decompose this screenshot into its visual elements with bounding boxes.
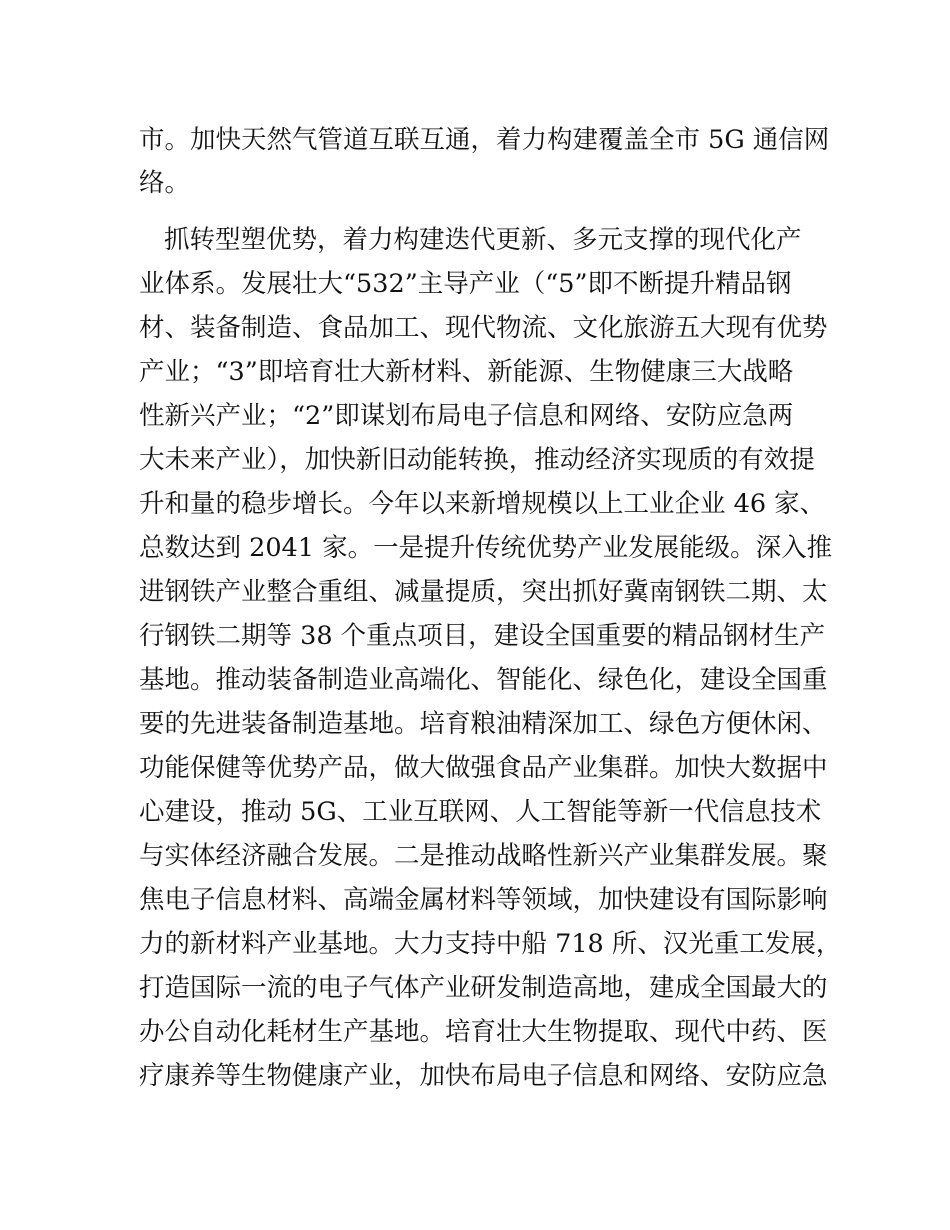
text-line: 基地。推动装备制造业高端化、智能化、绿色化，建设全国重: [139, 665, 828, 695]
text-line: 心建设，推动 5G、工业互联网、人工智能等新一代信息技术: [139, 797, 822, 827]
text-line: 疗康养等生物健康产业，加快布局电子信息和网络、安防应急: [139, 1061, 828, 1091]
text-line: 焦电子信息材料、高端金属材料等领域，加快建设有国际影响: [139, 885, 828, 915]
text-line: 功能保健等优势产品，做大做强食品产业集群。加快大数据中: [139, 753, 828, 783]
text-line: 性新兴产业；“2”即谋划布局电子信息和网络、安防应急两: [139, 401, 794, 431]
text-line: 络。: [139, 168, 191, 198]
text-line: 总数达到 2041 家。一是提升传统优势产业发展能级。深入推: [139, 533, 833, 563]
paragraph-first-line: 抓转型塑优势，着力构建迭代更新、多元支撑的现代化产: [164, 225, 802, 255]
text-line: 升和量的稳步增长。今年以来新增规模以上工业企业 46 家、: [139, 489, 826, 519]
text-line: 与实体经济融合发展。二是推动战略性新兴产业集群发展。聚: [139, 841, 828, 871]
text-line: 进钢铁产业整合重组、减量提质，突出抓好冀南钢铁二期、太: [139, 577, 828, 607]
text-line: 材、装备制造、食品加工、现代物流、文化旅游五大现有优势: [139, 313, 828, 343]
text-line: 业体系。发展壮大“532”主导产业（“5”即不断提升精品钢: [139, 269, 792, 299]
text-line: 打造国际一流的电子气体产业研发制造高地，建成全国最大的: [139, 973, 828, 1003]
text-line: 力的新材料产业基地。大力支持中船 718 所、汉光重工发展，: [139, 929, 842, 959]
text-line: 行钢铁二期等 38 个重点项目，建设全国重要的精品钢材生产: [139, 621, 826, 651]
text-line: 大未来产业），加快新旧动能转换，推动经济实现质的有效提: [139, 445, 815, 475]
text-line: 产业；“3”即培育壮大新材料、新能源、生物健康三大战略: [139, 357, 794, 387]
text-line: 办公自动化耗材生产基地。培育壮大生物提取、现代中药、医: [139, 1017, 828, 1047]
text-line: 要的先进装备制造基地。培育粮油精深加工、绿色方便休闲、: [139, 709, 828, 739]
text-line: 市。加快天然气管道互联互通，着力构建覆盖全市 5G 通信网: [139, 125, 830, 155]
